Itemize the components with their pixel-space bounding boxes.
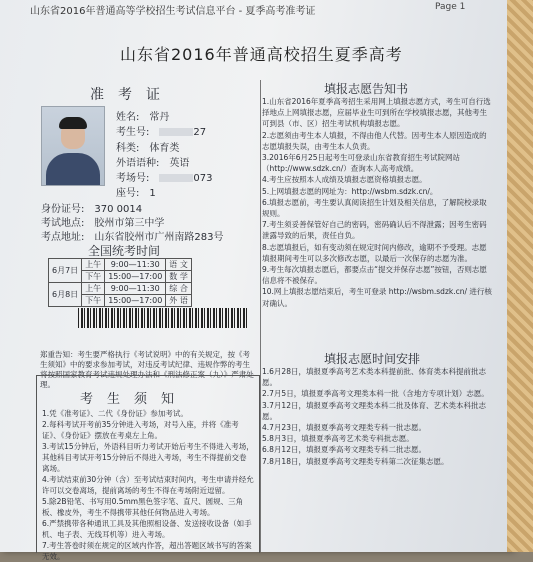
warning-notice: 郑重告知：考生要严格执行《考试说明》中的有关规定，按《考生须知》中的要求参加考试，对违反考试纪律、违规作弊的考生将按照国家教育考试违规处理办法和《刑法修正案（九）》严肃处理。 xyxy=(40,350,254,389)
time-cell: 15:00—17:00 xyxy=(105,295,166,307)
list-item: 1.山东省2016年夏季高考招生采用网上填报志愿方式，考生可自行选择地点上网填报志愿，应届毕业生可到所在学校填报志愿，其他考生可到县（市、区）招生考试机构填报志愿。 xyxy=(262,97,491,129)
list-item: 1.凭《准考证》、二代《身份证》参加考试。 xyxy=(42,409,188,418)
list-item: 6.8月12日，填报夏季高考文理类专科二批志愿。 xyxy=(262,445,426,455)
subject-value: 体育类 xyxy=(149,143,180,154)
seat-value: 1 xyxy=(149,188,156,199)
field-address xyxy=(41,228,223,243)
site-value: 胶州市第三中学 xyxy=(94,218,165,229)
list-item: 4.考试结束前30分钟（含）至考试结束时间内，考生申请并经允许可以交卷离场，提前离场的考生不得在考场附近逗留。 xyxy=(42,475,254,495)
document-title: 山东省2016年普通高校招生夏季高考 xyxy=(120,45,403,64)
admission-card xyxy=(38,80,258,389)
period-cell: 上午 xyxy=(82,283,105,295)
name-label: 姓名: xyxy=(116,112,140,123)
list-item: 7.考生答卷时须在规定的区域内作答，超出答题区域书写的答案无效。 xyxy=(42,541,252,561)
rules-list xyxy=(42,408,254,562)
list-item: 4.7月23日，填报夏季高考文理类专科一批志愿。 xyxy=(262,423,426,433)
card-title: 准考证 xyxy=(90,87,174,103)
schedule-body xyxy=(262,366,492,467)
subject-cell: 数 学 xyxy=(166,271,192,283)
list-item: 10.网上填报志愿结束后，考生可登录 http://wsbm.sdzk.cn/ 进行核对确认。 xyxy=(262,287,492,308)
subject-cell: 外 语 xyxy=(166,295,192,307)
subject-cell: 语 文 xyxy=(166,259,192,271)
addr-value: 山东省胶州市广州南路283号 xyxy=(94,232,224,243)
list-item: 8.志愿填报后，如有变动须在规定时间内修改，逾期不予受理。志愿填报期间考生可以多次修改志愿，以最后一次保存的志愿为准。 xyxy=(262,242,487,263)
period-cell: 下午 xyxy=(82,271,105,283)
time-cell: 15:00—17:00 xyxy=(105,271,166,283)
addr-label: 考点地址: xyxy=(41,232,85,243)
exam-schedule-table xyxy=(48,258,192,307)
rules-title: 考生须知 xyxy=(80,392,189,407)
column-divider xyxy=(260,80,261,552)
photo-hair xyxy=(59,117,87,129)
period-cell: 下午 xyxy=(82,295,105,307)
candidate-photo xyxy=(41,106,105,186)
list-item: 4.考生应按照本人成绩及填报志愿资格填报志愿。 xyxy=(262,175,427,185)
name-value: 常丹 xyxy=(149,112,170,123)
redaction-block xyxy=(159,174,193,182)
ticket-value: 073 xyxy=(193,173,213,184)
list-item: 1.6月28日，填报夏季高考艺术类本科提前批、体育类本科提前批志愿。 xyxy=(262,367,486,388)
lang-label: 外语语种: xyxy=(116,158,160,169)
field-subject xyxy=(116,139,179,154)
table-row xyxy=(49,283,192,295)
barcode xyxy=(78,308,248,328)
list-item: 7.8月18日，填报夏季高考文理类专科第二次征集志愿。 xyxy=(262,456,449,466)
list-item: 5.上网填报志愿的网址为：http://wsbm.sdzk.cn/。 xyxy=(262,186,438,196)
ticket-label: 考场号: xyxy=(116,173,150,184)
background-cloth xyxy=(507,0,533,552)
list-item: 3.考试15分钟后，外语科目听力考试开始后考生不得进入考场，其他科目考试开考15分钟后不得进入考场，考生不得提前交卷离场。 xyxy=(42,442,254,473)
field-site xyxy=(41,214,164,229)
table-row xyxy=(49,259,192,271)
field-language xyxy=(116,154,189,169)
id-value: 370 0014 xyxy=(94,204,143,215)
list-item: 3.7月12日，填报夏季高考文理类本科二批及体育、艺术类本科批志愿。 xyxy=(262,400,486,421)
header-line: 山东省2016年普通高等学校招生考试信息平台 - 夏季高考准考证 xyxy=(30,6,316,17)
lang-value: 英语 xyxy=(169,158,190,169)
page-number: Page 1 xyxy=(435,2,466,12)
list-item: 2.每科考试开考前35分钟进入考场，对号入座，并将《准考证》、《身份证》摆放在考桌左上角。 xyxy=(42,420,239,440)
time-cell: 9:00—11:30 xyxy=(105,259,166,271)
seat-label: 座号: xyxy=(116,188,140,199)
notice-body xyxy=(262,96,492,309)
field-seat xyxy=(116,184,156,199)
field-ticket xyxy=(116,169,212,184)
id-label: 身份证号: xyxy=(41,204,85,215)
list-item: 7.考生须妥善保管好自己的密码，密码确认后不得泄露；因考生密码泄露导致的后果，责任自负。 xyxy=(262,220,487,241)
list-item: 6.填报志愿前，考生要认真阅读招生计划及相关信息，了解院校录取规则。 xyxy=(262,197,487,219)
time-cell: 9:00—11:30 xyxy=(105,283,166,295)
field-id xyxy=(41,200,142,215)
list-item: 2.7月5日，填报夏季高考文理类本科一批（含地方专项计划）志愿。 xyxy=(262,389,489,399)
notice-title: 填报志愿告知书 xyxy=(324,82,409,96)
list-item: 5.除2B铅笔、书写用0.5mm黑色签字笔、直尺、圆规、三角板、橡皮外，考生不得携带其他任何物品进入考场。 xyxy=(42,497,244,517)
schedule-title: 填报志愿时间安排 xyxy=(324,352,421,366)
list-item: 9.考生每次填报志愿后，都要点击“提交并保存志愿”按钮，否则志愿信息将不被保存。 xyxy=(262,265,487,286)
list-item: 6.严禁携带各种通讯工具及其他照相设备、发送接收设备（如手机、电子表、无线耳机等）进入考场。 xyxy=(42,519,252,539)
redaction-block xyxy=(159,128,193,136)
site-label: 考试地点: xyxy=(41,218,85,229)
list-item: 5.8月3日，填报夏季高考艺术类专科批志愿。 xyxy=(262,434,414,444)
field-examno xyxy=(116,123,206,138)
date-cell: 6月7日 xyxy=(49,259,82,283)
examno-value: 27 xyxy=(193,127,207,138)
list-item: 3.2016年6月25日起考生可登录山东省教育招生考试院网站（http://www.sdzk.cn/）查询本人高考成绩。 xyxy=(262,153,461,174)
date-cell: 6月8日 xyxy=(49,283,82,307)
period-cell: 上午 xyxy=(82,259,105,271)
subject-label: 科类: xyxy=(116,143,140,154)
list-item: 2.志愿须由考生本人填报，不得由他人代替。因考生本人原因造成的志愿填报失误，由考生本人负责。 xyxy=(262,130,487,151)
examno-label: 考生号: xyxy=(116,127,150,138)
photo-body xyxy=(46,153,100,186)
subject-cell: 综 合 xyxy=(166,283,192,295)
field-name xyxy=(116,108,169,123)
exam-time-title: 全国统考时间 xyxy=(88,244,161,258)
